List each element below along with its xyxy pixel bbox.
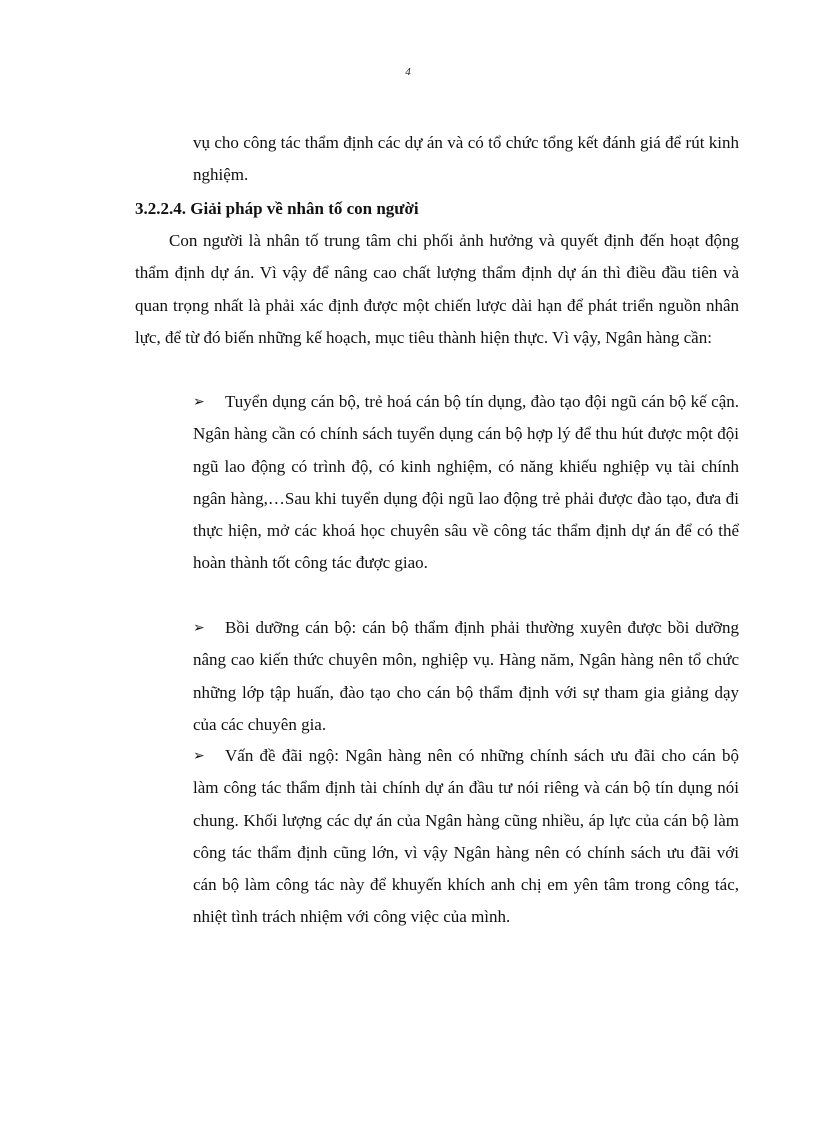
- bullet-text: Bồi dưỡng cán bộ: cán bộ thẩm định phải thường xuyên được bồi dưỡng nâng cao kiến thức chuyên môn, nghiệp vụ. Hàng năm, Ngân hàng nên tổ chức những lớp tập huấn, đào tạo cho cán bộ thẩm định với sự tham gia giảng dạy của các chuyên gia.: [193, 618, 739, 734]
- arrow-bullet-icon: ➢: [193, 748, 205, 764]
- page-number: 4: [405, 66, 411, 78]
- intro-paragraph: Con người là nhân tố trung tâm chi phối ảnh hưởng và quyết định đến hoạt động thẩm định dự án. Vì vậy để nâng cao chất lượng thẩm định dự án thì điều đầu tiên và quan trọng nhất là phải xác định được một chiến lược dài hạn để phát triển nguồn nhân lực, để từ đó biến những kế hoạch, mục tiêu thành hiện thực. Vì vậy, Ngân hàng cần:: [135, 231, 739, 347]
- bullet-text: Tuyển dụng cán bộ, trẻ hoá cán bộ tín dụng, đào tạo đội ngũ cán bộ kế cận. Ngân hàng cần có chính sách tuyển dụng cán bộ hợp lý để thu hút được một đội ngũ lao động có trình độ, có kinh nghiệm, có năng khiếu nghiệp vụ tài chính ngân hàng,…Sau khi tuyển dụng đội ngũ lao động trẻ phải được đào tạo, đưa đi thực hiện, mở các khoá học chuyên sâu về công tác thẩm định dự án để có thể hoàn thành tốt công tác được giao.: [193, 392, 739, 573]
- continuation-paragraph: vụ cho công tác thẩm định các dự án và có tổ chức tổng kết đánh giá để rút kinh nghiệm.: [193, 133, 739, 185]
- bullet-text: Vấn đề đãi ngộ: Ngân hàng nên có những chính sách ưu đãi cho cán bộ làm công tác thẩm định tài chính dự án đầu tư nói riêng và cán bộ tín dụng nói chung. Khối lượng các dự án của Ngân hàng cũng nhiều, áp lực của cán bộ làm công tác thẩm định cũng lớn, vì vậy Ngân hàng nên có chính sách ưu đãi với cán bộ làm công tác này để khuyến khích anh chị em yên tâm trong công tác, nhiệt tình trách nhiệm với công việc của mình.: [193, 746, 739, 927]
- section-heading: 3.2.2.4. Giải pháp về nhân tố con người: [135, 199, 419, 218]
- arrow-bullet-icon: ➢: [193, 394, 205, 410]
- bullet-item-recruitment: [193, 386, 739, 580]
- bullet-item-training: [193, 612, 739, 741]
- bullet-item-compensation: [193, 740, 739, 934]
- arrow-bullet-icon: ➢: [193, 620, 205, 636]
